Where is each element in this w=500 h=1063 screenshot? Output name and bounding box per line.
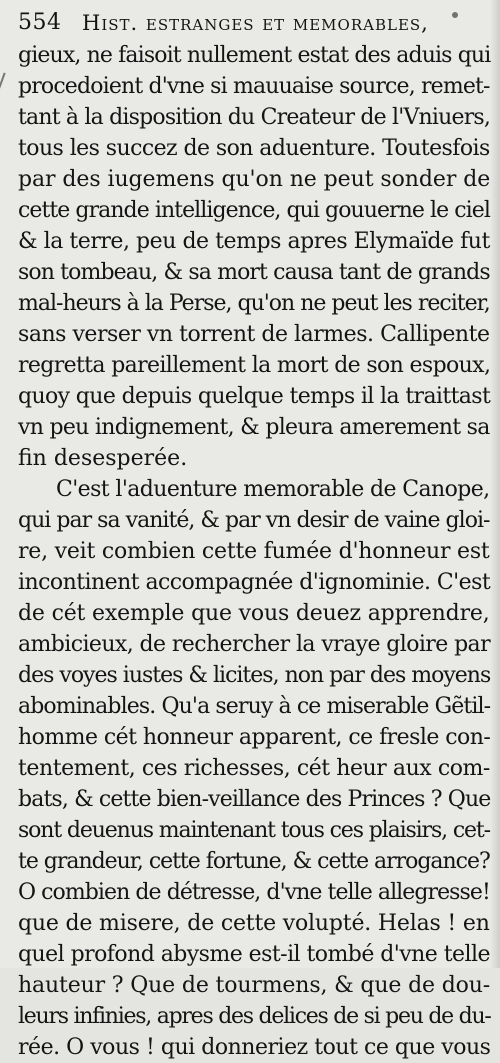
text-line: homme cét honneur apparent, ce fresle con- — [18, 725, 491, 750]
text-line: des voyes iustes & licites, non par des moyens — [18, 663, 491, 688]
text-line: abominables. Qu'a seruy à ce miserable Gẽtil- — [18, 694, 491, 719]
text-line: que de misere, de cette volupté. Helas ! en — [18, 911, 490, 936]
text-line: procedoient d'vne si mauuaise source, remet- — [18, 74, 490, 99]
text-line: O combien de détresse, d'vne telle allegresse! — [18, 880, 490, 905]
text-line: quel profond abysme est-il tombé d'vne telle — [18, 942, 490, 967]
text-line: mal-heurs à la Perse, qu'on ne peut les reciter, — [18, 291, 490, 316]
page-number: 554 — [18, 10, 62, 35]
text-line: qui par sa vanité, & par vn desir de vaine gloi- — [18, 508, 490, 533]
ink-speck — [452, 12, 458, 18]
text-line: par des iugemens qu'on ne peut sonder de — [18, 167, 491, 192]
text-line: & la terre, peu de temps apres Elymaïde fut — [18, 229, 490, 254]
text-line: quoy que depuis quelque temps il la traittast — [18, 384, 491, 409]
page-header — [18, 8, 486, 38]
text-line: tant à la disposition du Createur de l'Vniuers, — [18, 105, 491, 130]
text-line: cette grande intelligence, qui gouuerne le ciel — [18, 198, 490, 223]
running-title: Hist. estranges et memorables, — [82, 11, 429, 35]
text-line: tentement, ces richesses, cét heur aux com- — [18, 756, 490, 781]
text-line: rée. O vous ! qui donneriez tout ce que vous — [18, 1035, 491, 1060]
text-line: ambicieux, de rechercher la vraye gloire par — [18, 632, 491, 657]
paragraph-start-line: C'est l'aduenture memorable de Canope, — [56, 477, 490, 502]
text-line: te grandeur, cette fortune, & cette arrogance? — [18, 849, 490, 874]
text-line: incontinent accompagnée d'ignominie. C'est — [18, 570, 491, 595]
body-text — [18, 40, 490, 1063]
text-line: bats, & cette bien-veillance des Princes ? Que — [18, 787, 491, 812]
text-line: leurs infinies, apres des delices de si peu de du- — [18, 1004, 491, 1029]
text-line: fin desesperée. — [18, 446, 188, 471]
text-line: de cét exemple que vous deuez apprendre, — [18, 601, 490, 626]
text-line: re, veit combien cette fumée d'honneur est — [18, 539, 490, 564]
text-line: son tombeau, & sa mort causa tant de grands — [18, 260, 490, 285]
text-line: gieux, ne faisoit nullement estat des aduis qui — [18, 43, 491, 68]
text-line: tous les succez de son aduenture. Toutesfois — [18, 136, 490, 161]
text-line: sans verser vn torrent de larmes. Callipente — [18, 322, 490, 347]
margin-mark — [0, 73, 15, 96]
text-line: vn peu indignement, & pleura amerement sa — [18, 415, 490, 440]
text-line: regretta pareillement la mort de son espoux, — [18, 353, 491, 378]
page-edge-shadow — [490, 0, 500, 968]
text-line: sont deuenus maintenant tous ces plaisirs, cet- — [18, 818, 490, 843]
text-line: hauteur ? Que de tourmens, & que de dou- — [18, 973, 491, 998]
